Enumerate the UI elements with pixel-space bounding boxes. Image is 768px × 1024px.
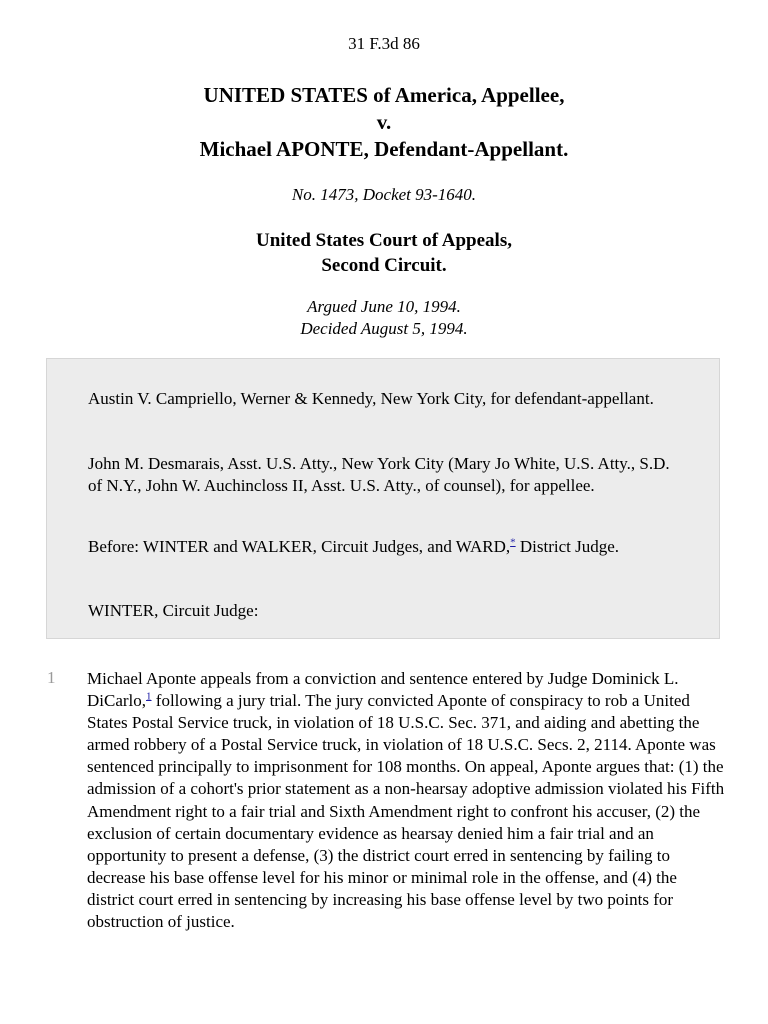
panel-judges-text: Before: WINTER and WALKER, Circuit Judges, and WARD,: [88, 537, 511, 556]
paragraph-number: 1: [47, 668, 56, 687]
paragraph-text: [87, 668, 727, 933]
panel-judges-suffix: District Judge.: [515, 537, 620, 556]
footnote-star-link[interactable]: *: [510, 536, 516, 549]
caption-parties-appellee: UNITED STATES of America, Appellee,: [203, 83, 565, 107]
paragraph-text-rest: following a jury trial. The jury convicted Aponte of conspiracy to rob a United States Postal Service truck, in violation of 18 U.S.C. Sec. 371, and aiding and abetting the armed robbery of a Postal Service truck, in violation of 18 U.S.C. Secs. 2, 2114. Aponte was sentenced principally to imprisonment for 108 months. On appeal, Aponte argues that: (1) the admission of a cohort's prior statement as a non-hearsay adoptive admission violated his Fifth Amendment right to a fair trial and Sixth Amendment right to confront his accuser, (2) the exclusion of certain documentary evidence as hearsay denied him a fair trial and an opportunity to present a defense, (3) the district court erred in sentencing by failing to decrease his base offense level for his minor or minimal role in the offense, and (4) the district court erred in sentencing by increasing his base offense level by two points for obstruction of justice.: [87, 691, 725, 932]
case-caption: [0, 82, 768, 163]
counsel-appellant: Austin V. Campriello, Werner & Kennedy, New York City, for defendant-appellant.: [88, 389, 654, 408]
counsel-appellee: John M. Desmarais, Asst. U.S. Atty., New York City (Mary Jo White, U.S. Atty., S.D. of N.Y., John W. Auchincloss II, Asst. U.S. Atty., of counsel), for appellee.: [88, 454, 670, 495]
case-dates: [0, 296, 768, 340]
paragraph-text-start: Michael Aponte appeals from a conviction and sentence entered by Judge Dominick L. DiCarlo,: [87, 669, 679, 711]
opinion-author: WINTER, Circuit Judge:: [88, 601, 259, 620]
docket-number: No. 1473, Docket 93-1640.: [291, 185, 477, 204]
decided-date: Decided August 5, 1994.: [300, 319, 468, 338]
court-name-line2: Second Circuit.: [321, 255, 447, 276]
panel-judges: [88, 536, 688, 558]
court-name: [0, 228, 768, 278]
caption-versus: v.: [376, 110, 392, 134]
citation: 31 F.3d 86: [348, 34, 420, 53]
footnote-1-link[interactable]: 1: [146, 690, 152, 703]
counsel-box: [46, 358, 720, 639]
argued-date: Argued June 10, 1994.: [307, 297, 461, 316]
court-name-line1: United States Court of Appeals,: [256, 230, 512, 251]
caption-parties-appellant: Michael APONTE, Defendant-Appellant.: [199, 137, 569, 161]
